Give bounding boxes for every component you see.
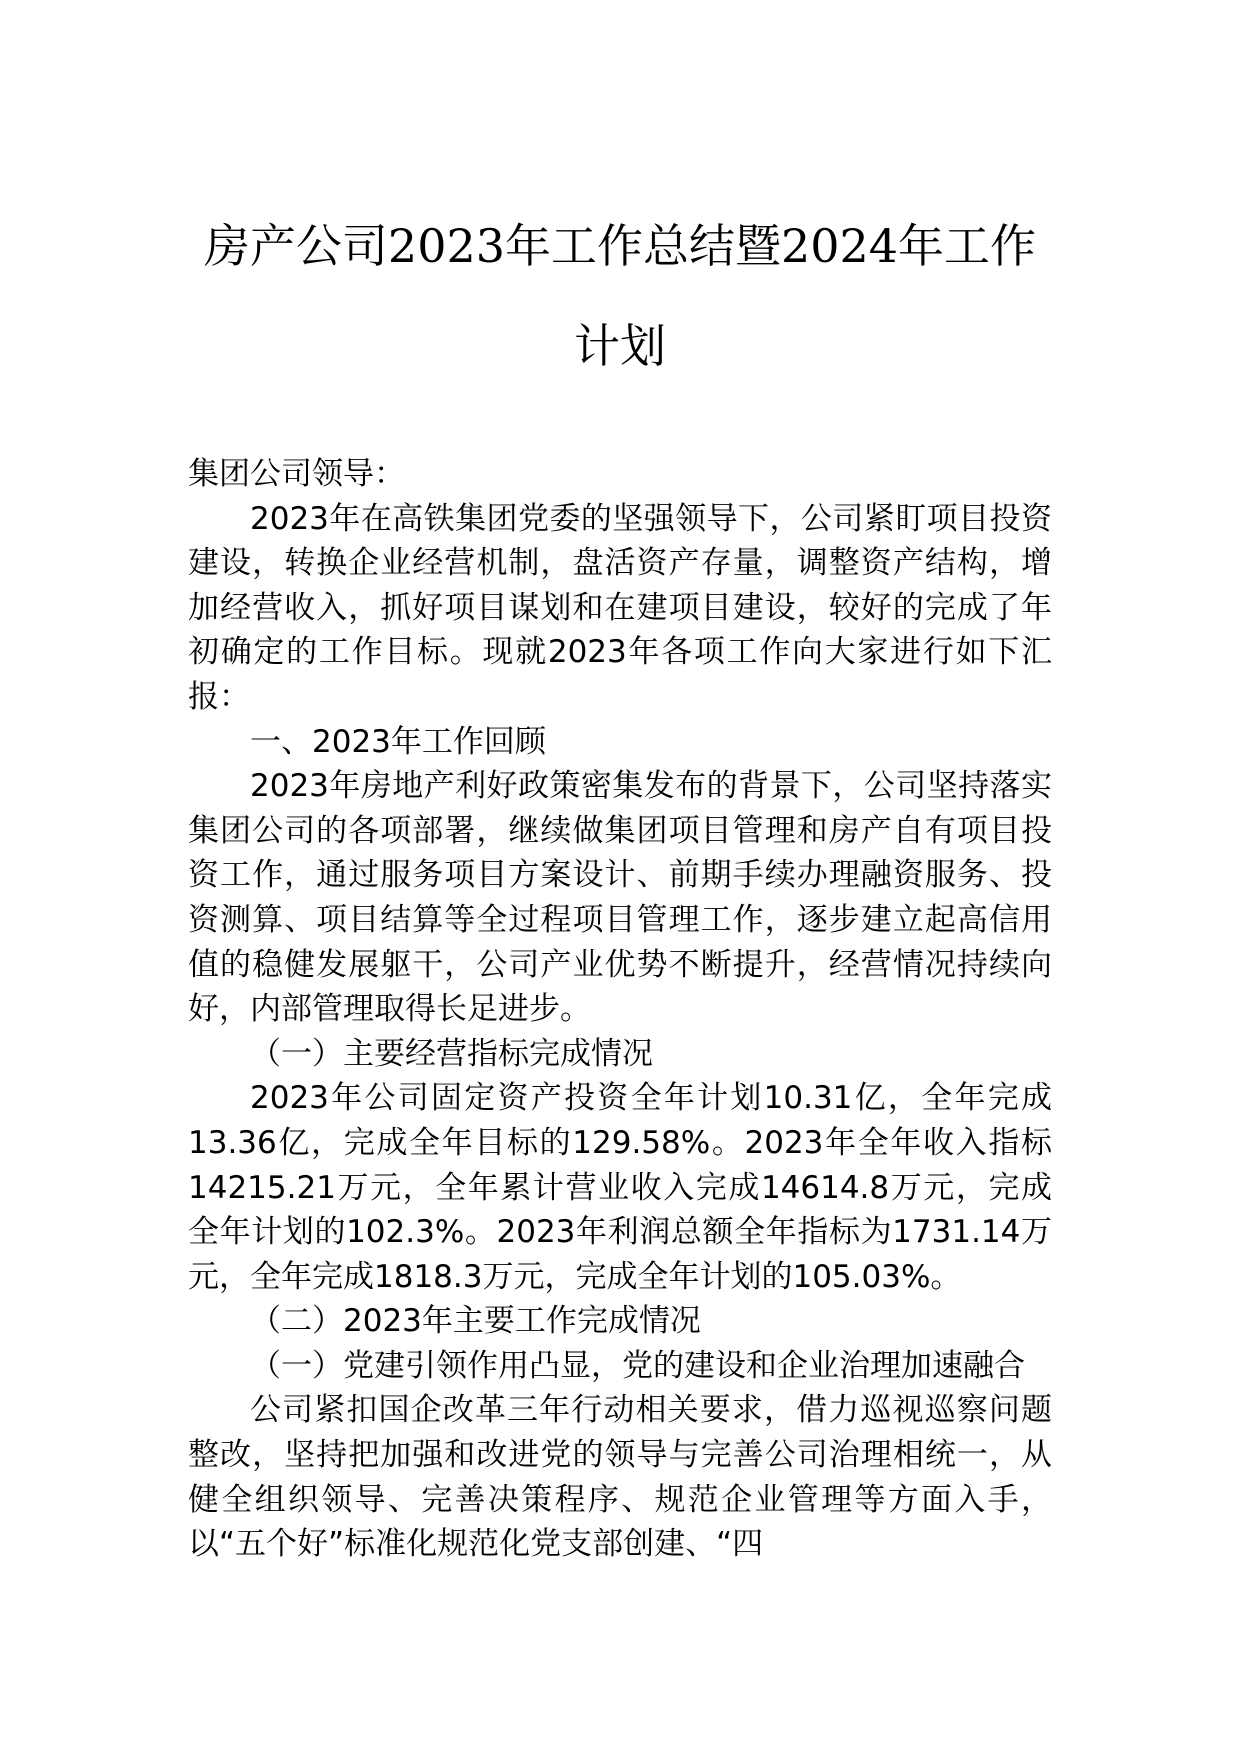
subheading-main-work: （二）2023年主要工作完成情况 bbox=[250, 1303, 701, 1340]
paragraph-intro: 2023年在高铁集团党委的坚强领导下，公司紧盯项目投资建设，转换企业经营机制，盘活资产存量，调整资产结构，增加经营收入，抓好项目谋划和在建项目建设，较好的完成了年初确定的工作目标。现就2023年各项工作向大家进行如下汇报： bbox=[188, 500, 1052, 715]
paragraph-indicators: 2023年公司固定资产投资全年计划10.31亿，全年完成13.36亿，完成全年目标的129.58%。2023年全年收入指标14215.21万元，全年累计营业收入完成14614.8万元，完成全年计划的102.3%。2023年利润总额全年指标为1731.14万元，全年完成1818.3万元，完成全年计划的105.03%。 bbox=[188, 1080, 1052, 1295]
document-page bbox=[188, 0, 1052, 1567]
document-body bbox=[188, 452, 1052, 1567]
paragraph-party-building: 公司紧扣国企改革三年行动相关要求，借力巡视巡察问题整改，坚持把加强和改进党的领导与完善公司治理相统一，从健全组织领导、完善决策程序、规范企业管理等方面入手，以“五个好”标准化规范化党支部创建、“四 bbox=[188, 1392, 1052, 1563]
document-title: 房产公司2023年工作总结暨2024年工作计划 bbox=[203, 219, 1037, 373]
salutation: 集团公司领导： bbox=[188, 456, 405, 492]
section-heading-review: 一、2023年工作回顾 bbox=[250, 723, 546, 760]
subheading-party-building: （一）党建引领作用凸显，党的建设和企业治理加速融合 bbox=[250, 1347, 1025, 1384]
paragraph-review: 2023年房地产利好政策密集发布的背景下，公司坚持落实集团公司的各项部署，继续做集团项目管理和房产自有项目投资工作，通过服务项目方案设计、前期手续办理融资服务、投资测算、项目结算等全过程项目管理工作，逐步建立起高信用值的稳健发展躯干，公司产业优势不断提升，经营情况持续向好，内部管理取得长足进步。 bbox=[188, 768, 1052, 1028]
subheading-indicators: （一）主要经营指标完成情况 bbox=[250, 1035, 653, 1072]
